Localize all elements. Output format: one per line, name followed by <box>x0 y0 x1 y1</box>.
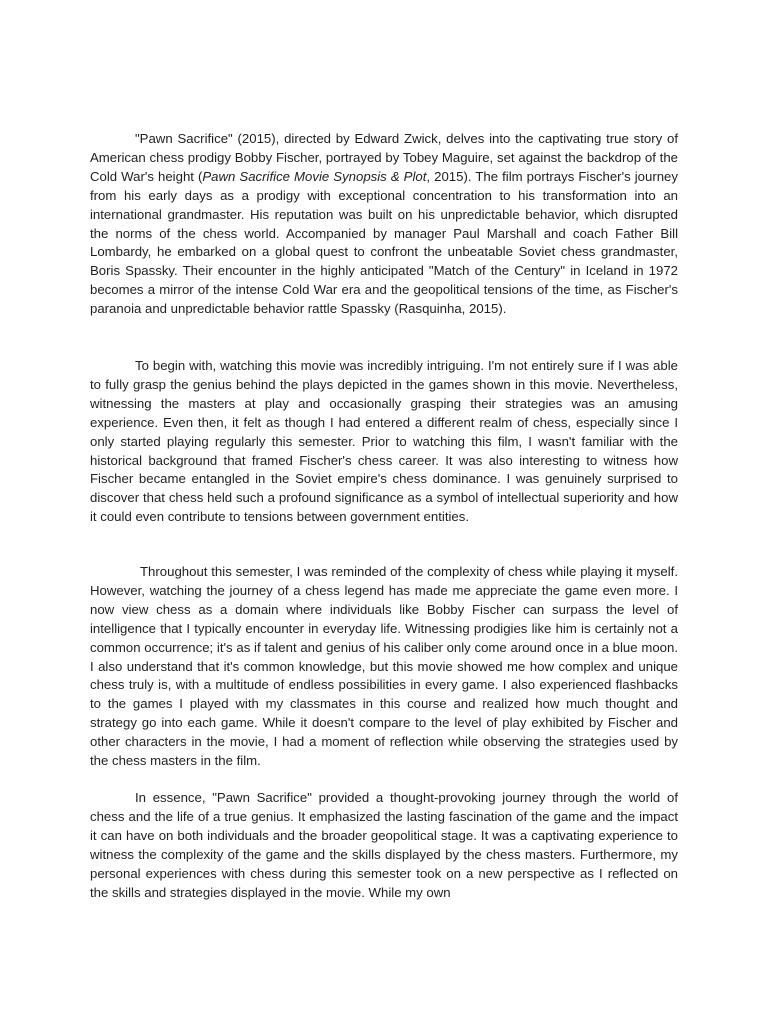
paragraph-text: Throughout this semester, I was reminded of the complexity of chess while playing it myself. However, watching the journey of a chess legend has made me appreciate the game even more. I now view chess as a domain where individuals like Bobby Fischer can surpass the level of intelligence that I typically encounter in everyday life. Witnessing prodigies like him is certainly not a common occurrence; it's as if talent and genius of his caliber only come around once in a blue moon. I also understand that it's common knowledge, but this movie showed me how complex and unique chess truly is, with a multitude of endless possibilities in every game. I also experienced flashbacks to the games I played with my classmates in this course and realized how much thought and strategy go into each game. While it doesn't compare to the level of play exhibited by Fischer and other characters in the movie, I had a moment of reflection while observing the strategies used by the chess masters in the film. <box>90 564 678 769</box>
paragraph-text <box>90 130 678 319</box>
paragraph-text: In essence, "Pawn Sacrifice" provided a thought-provoking journey through the world of chess and the life of a true genius. It emphasized the lasting fascination of the game and the impact it can have on both individuals and the broader geopolitical stage. It was a captivating experience to witness the complexity of the game and the skills displayed by the chess masters. Furthermore, my personal experiences with chess during this semester took on a new perspective as I reflected on the skills and strategies displayed in the movie. While my own <box>90 790 678 900</box>
paragraph-text-start: "Pawn Sacrifice" (2015), directed by Edward Zwick, delves into the captivating true story of American chess prodigy Bobby Fischer, portrayed by Tobey Maguire, set against the backdrop of the Cold War's height ( <box>90 131 678 184</box>
paragraph-first-impressions <box>90 357 678 527</box>
paragraph-text: To begin with, watching this movie was incredibly intriguing. I'm not entirely sure if I was able to fully grasp the genius behind the plays depicted in the games shown in this movie. Nevertheless, witnessing the masters at play and occasionally grasping their strategies was an amusing experience. Even then, it felt as though I had entered a different realm of chess, especially since I only started playing regularly this semester. Prior to watching this film, I wasn't familiar with the historical background that framed Fischer's chess career. It was also interesting to witness how Fischer became entangled in the Soviet empire's chess dominance. I was genuinely surprised to discover that chess held such a profound significance as a symbol of intellectual superiority and how it could even contribute to tensions between government entities. <box>90 358 678 525</box>
paragraph-reflection <box>90 563 678 771</box>
paragraph-conclusion <box>90 789 678 902</box>
paragraph-synopsis <box>90 130 678 319</box>
citation-title: Pawn Sacrifice Movie Synopsis & Plot <box>202 168 427 184</box>
paragraph-text-end: , 2015). The film portrays Fischer's journey from his early days as a prodigy with exceptional concentration to his transformation into an international grandmaster. His reputation was built on his unpredictable behavior, which disrupted the norms of the chess world. Accompanied by manager Paul Marshall and coach Father Bill Lombardy, he embarked on a global quest to confront the unbeatable Soviet chess grandmaster, Boris Spassky. Their encounter in the highly anticipated "Match of the Century" in Iceland in 1972 becomes a mirror of the intense Cold War era and the geopolitical tensions of the time, as Fischer's paranoia and unpredictable behavior rattle Spassky (Rasquinha, 2015). <box>90 168 678 317</box>
